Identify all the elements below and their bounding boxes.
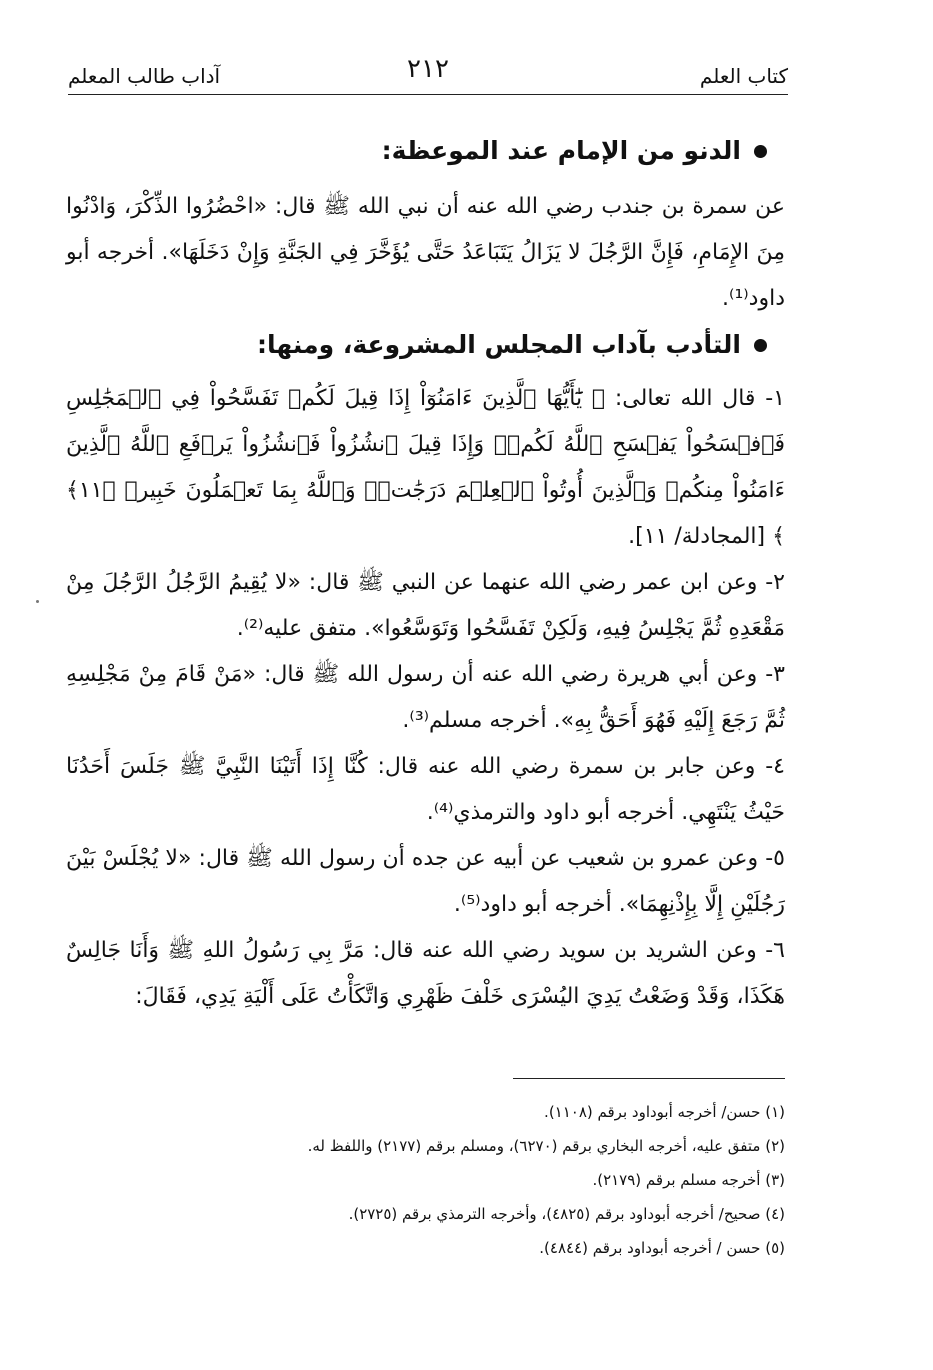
footnote: (٣) أخرجه مسلم برقم (٢١٧٩). [592, 1171, 785, 1189]
section-heading-text: التأدب بآداب المجلس المشروعة، ومنها: [257, 330, 741, 359]
footnote: (٤) صحيح/ أخرجه أبوداود برقم (٤٨٢٥)، وأخرجه الترمذي برقم (٢٧٢٥). [348, 1205, 785, 1223]
header-book-title: كتاب العلم [699, 64, 788, 88]
footnote-divider [513, 1078, 785, 1079]
footnote: (٥) حسن / أخرجه أبوداود برقم (٤٨٤٤). [539, 1239, 785, 1257]
footnotes [100, 1095, 785, 1265]
header-divider [68, 94, 788, 95]
main-content [66, 128, 785, 1020]
running-header [68, 52, 788, 92]
list-item: ٢- وعن ابن عمر رضي الله عنهما عن النبي ﷺ قال: «لا يُقِيمُ الرَّجُلُ الرَّجُلَ مِنْ مَقْعَدِهِ ثُمَّ يَجْلِسُ فِيهِ، وَلَكِنْ تَفَسَّحُوا وَتَوَسَّعُوا». متفق عليه⁽²⁾. [66, 570, 785, 641]
header-chapter-title: آداب طالب المعلم [68, 64, 221, 88]
footnote: (٢) متفق عليه، أخرجه البخاري برقم (٦٢٧٠)، ومسلم برقم (٢١٧٧) واللفظ له. [307, 1137, 785, 1155]
section-heading-text: الدنو من الإمام عند الموعظة: [381, 136, 741, 165]
scan-speck [36, 600, 39, 603]
hadith-paragraph: عن سمرة بن جندب رضي الله عنه أن نبي الله ﷺ قال: «احْضُرُوا الذِّكْرَ، وَادْنُوا مِنَ الإِمَامِ، فَإِنَّ الرَّجُلَ لا يَزَالُ يَتَبَاعَدُ حَتَّى يُؤَخَّرَ فِي الجَنَّةِ وَإِنْ دَخَلَهَا». أخرجه أبو داود⁽¹⁾. [66, 194, 785, 311]
bullet-icon [754, 339, 767, 352]
page-number: ٢١٢ [407, 54, 449, 84]
bullet-icon [754, 145, 767, 158]
list-item: ٤- وعن جابر بن سمرة رضي الله عنه قال: كُنَّا إِذَا أَتَيْنَا النَّبِيَّ ﷺ جَلَسَ أَحَدُنَا حَيْثُ يَنْتَهِي. أخرجه أبو داود والترمذي⁽⁴⁾. [66, 754, 785, 825]
section-heading-approaching-imam [66, 128, 785, 174]
list-item: ٥- وعن عمرو بن شعيب عن أبيه عن جده أن رسول الله ﷺ قال: «لا يُجْلَسْ بَيْنَ رَجُلَيْنِ إِلَّا بِإِذْنِهِمَا». أخرجه أبو داود⁽⁵⁾. [66, 846, 785, 917]
footnote: (١) حسن/ أخرجه أبوداود برقم (١١٠٨). [544, 1103, 785, 1121]
list-item: ٣- وعن أبي هريرة رضي الله عنه أن رسول الله ﷺ قال: «مَنْ قَامَ مِنْ مَجْلِسِهِ ثُمَّ رَجَعَ إِلَيْهِ فَهُوَ أَحَقُّ بِهِ». أخرجه مسلم⁽³⁾. [66, 662, 785, 733]
section-heading-sitting-etiquette [66, 322, 785, 368]
list-item: ١- قال الله تعالى: ﴿ يَٰٓأَيُّهَا ٱلَّذِينَ ءَامَنُوٓاْ إِذَا قِيلَ لَكُمۡ تَفَسَّحُواْ فِي ٱلۡمَجَٰلِسِ فَٱفۡسَحُواْ يَفۡسَحِ ٱللَّهُ لَكُمۡۖ وَإِذَا قِيلَ ٱنشُزُواْ فَٱنشُزُواْ يَرۡفَعِ ٱللَّهُ ٱلَّذِينَ ءَامَنُواْ مِنكُمۡ وَٱلَّذِينَ أُوتُواْ ٱلۡعِلۡمَ دَرَجَٰتٖۚ وَٱللَّهُ بِمَا تَعۡمَلُونَ خَبِيرٞ ﴿١١﴾ ﴾ [المجادلة/ ١١]. [66, 386, 785, 549]
list-item: ٦- وعن الشريد بن سويد رضي الله عنه قال: مَرَّ بِي رَسُولُ اللهِ ﷺ وَأَنَا جَالِسٌ هَكَذَا، وَقَدْ وَضَعْتُ يَدِيَ اليُسْرَى خَلْفَ ظَهْرِي وَاتَّكَأْتُ عَلَى أَلْيَةِ يَدِي، فَقَالَ: [66, 938, 785, 1009]
